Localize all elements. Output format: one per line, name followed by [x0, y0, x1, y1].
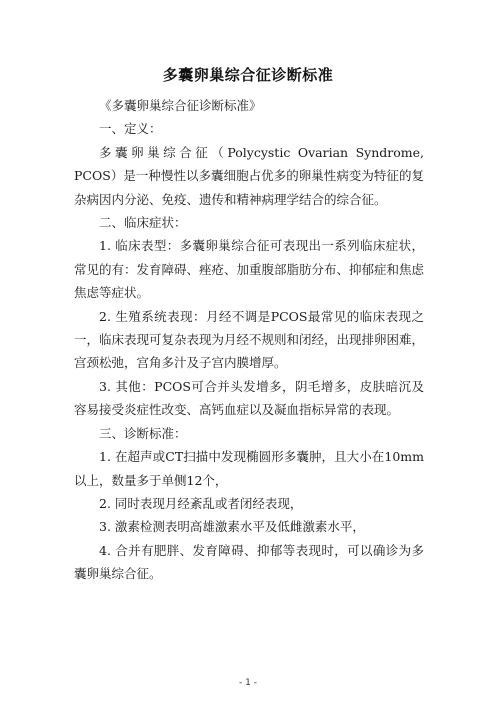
paragraph-definition: 多囊卵巢综合征（Polycystic Ovarian Syndrome, PCOS）是一种慢性以多囊细胞占优多的卵巢性病变为特征的复杂病因内分泌、免疫、遗传和精神病理学结合的综合征。 [74, 144, 424, 207]
paragraph-criteria-3: 3. 激素检测表明高雄激素水平及低雌激素水平， [99, 519, 365, 535]
paragraph-symptom-2: 2. 生殖系统表现：月经不调是PCOS最常见的临床表现之一，临床表现可复杂表现为月经不规则和闭经，出现排卵困难，宫颈松弛，宫角多汁及子宫内膜增厚。 [74, 308, 425, 371]
paragraph-doc-name: 《多囊卵巢综合征诊断标准》 [99, 98, 262, 113]
paragraph-symptom-1: 1. 临床表型：多囊卵巢综合征可表现出一系列临床症状，常见的有：发育障碍、痤疮、加重腹部脂肪分布、抑郁症和焦虑焦虑等症状。 [74, 238, 425, 301]
document-title: 多囊卵巢综合征诊断标准 [162, 66, 334, 84]
document-body [74, 94, 424, 586]
page-number: - 1 - [239, 678, 257, 688]
paragraph-criteria-1: 1. 在超声或CT扫描中发现椭圆形多囊肿，且大小在10mm以上，数量多于单侧12个， [74, 449, 424, 488]
paragraph-criteria-2: 2. 同时表现月经紊乱或者闭经表现， [99, 495, 303, 511]
paragraph-symptom-3: 3. 其他：PCOS可合并头发增多，阴毛增多，皮肤暗沉及容易接受炎症性改变、高钙血症以及凝血指标异常的表现。 [74, 378, 424, 418]
paragraph-criteria-4: 4. 合并有肥胖、发育障碍、抑郁等表现时，可以确诊为多囊卵巢综合征。 [74, 542, 424, 582]
section-heading-definition: 一、定义： [99, 121, 162, 137]
section-heading-symptoms: 二、临床症状： [99, 215, 187, 231]
section-heading-criteria: 三、诊断标准： [99, 425, 187, 441]
